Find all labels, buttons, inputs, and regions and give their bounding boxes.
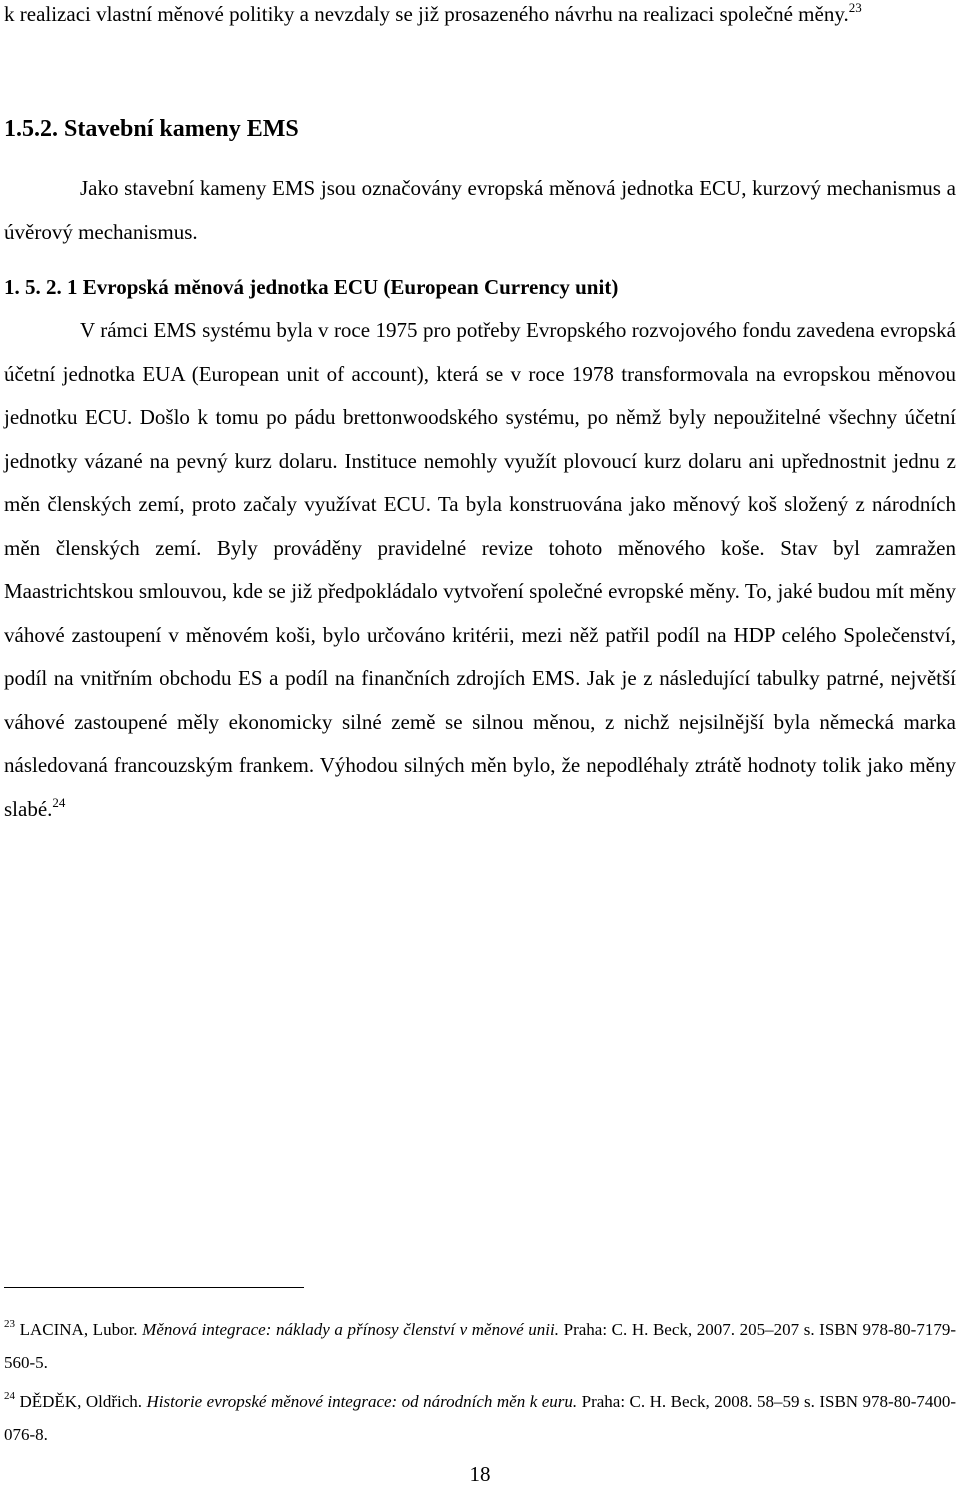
intro-paragraph [4,0,956,31]
footnote-publication: Praha: C. H. Beck, 2008. 58–59 s. ISBN 978-80-7400-076-8. [4,1392,957,1444]
footnote-reference-23[interactable]: 23 [848,0,862,15]
footnote-author: DĚDĚK, Oldřich. [19,1392,142,1411]
footnote-reference-24[interactable]: 24 [52,794,66,810]
footnote-number: 23 [4,1318,15,1330]
section-heading: 1.5.2. Stavební kameny EMS [4,116,299,142]
footnote-number: 24 [4,1390,15,1402]
intro-text: k realizaci vlastní měnové politiky a nevzdaly se již prosazeného návrhu na realizaci společné měny. [4,2,849,26]
section-paragraph: Jako stavební kameny EMS jsou označovány evropská měnová jednotka ECU, kurzový mechanismus a úvěrový mechanismus. [4,176,956,244]
subsection-paragraph [4,309,956,831]
page-number: 18 [469,1462,491,1486]
footnote-separator [4,1287,304,1288]
subsection-heading: 1. 5. 2. 1 Evropská měnová jednotka ECU (European Currency unit) [4,275,619,299]
footnote-23 [4,1313,956,1379]
subsection-text: V rámci EMS systému byla v roce 1975 pro potřeby Evropského rozvojového fondu zavedena evropská účetní jednotka EUA (European unit of account), která se v roce 1978 transformovala na evropskou měnovou jednotku ECU. Došlo k tomu po pádu brettonwoodského systému, po němž byly nepoužitelné všechny účetní jednotky vázané na pevný kurz dolaru. Instituce nemohly využít plovoucí kurz dolaru ani upřednostnit jednu z měn členských zemí, proto začaly využívat ECU. Ta byla konstruována jako měnový koš složený z národních měn členských zemí. Byly prováděny pravidelné revize tohoto měnového koše. Stav byl zamražen Maastrichtskou smlouvou, kde se již předpokládalo vytvoření společné evropské měny. To, jaké budou mít měny váhové zastoupení v měnovém koši, bylo určováno kritérii, mezi něž patřil podíl na HDP celého Společenství, podíl na vnitřním obchodu ES a podíl na finančních zdrojích EMS. Jak je z následující tabulky patrné, největší váhové zastoupené měly ekonomicky silné země se silnou měnou, z nichž nejsilnější byla německá marka následovaná francouzským frankem. Výhodou silných měn bylo, že nepodléhaly ztrátě hodnoty tolik jako měny slabé. [4,318,956,821]
footnote-24 [4,1385,956,1451]
footnote-title: Historie evropské měnové integrace: od národních měn k euru. [146,1392,578,1411]
footnote-title: Měnová integrace: náklady a přínosy členství v měnové unii. [142,1320,559,1339]
footnote-author: LACINA, Lubor. [19,1320,138,1339]
footnote-publication: Praha: C. H. Beck, 2007. 205–207 s. ISBN 978-80-7179-560-5. [4,1320,957,1372]
